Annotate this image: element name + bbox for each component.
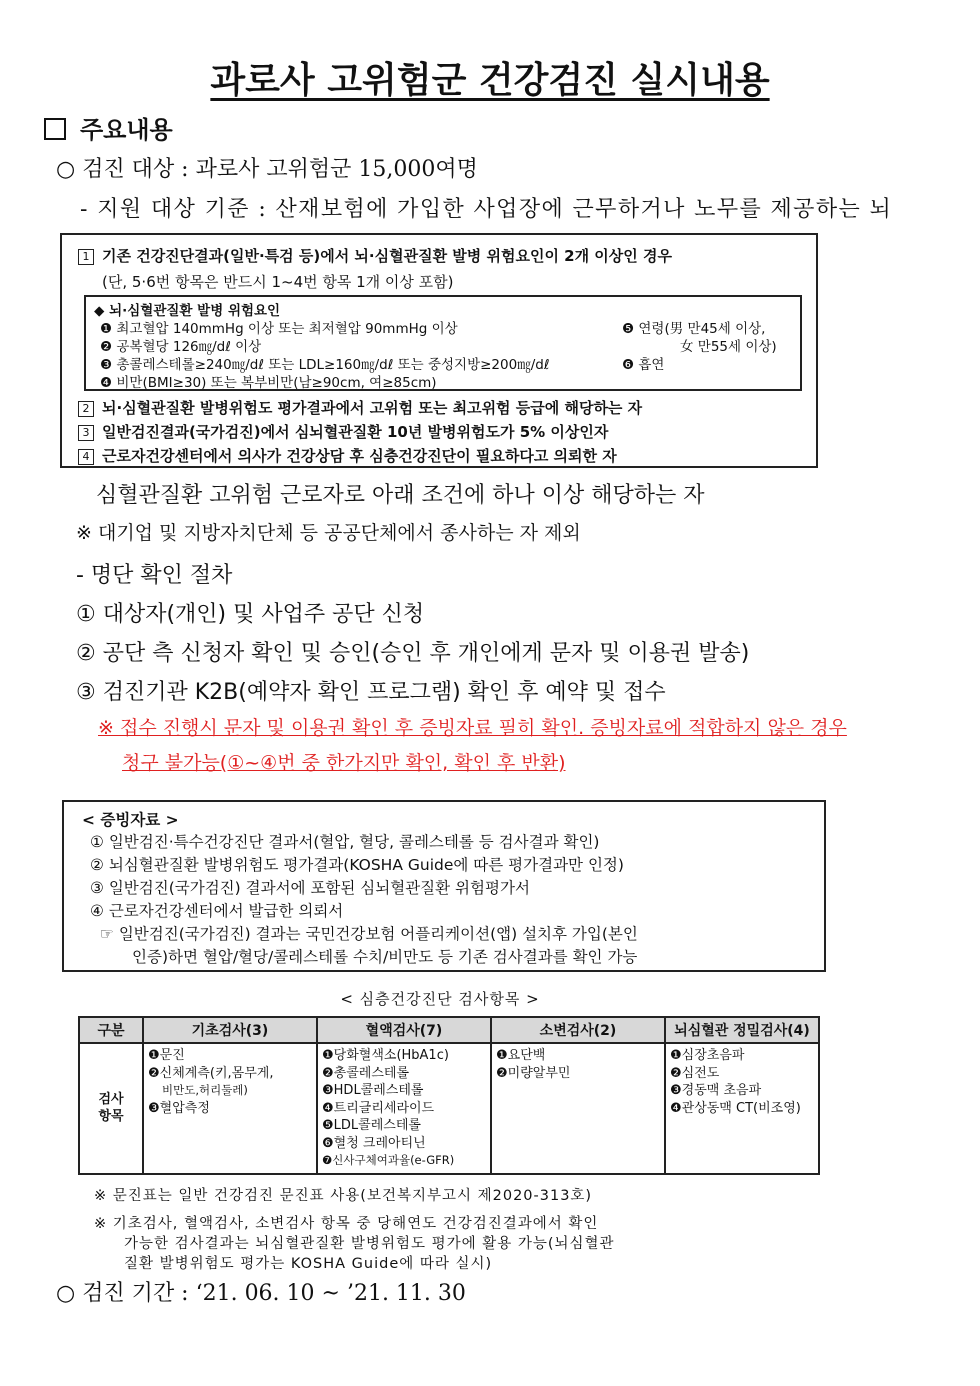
evidence-tip: 인증)하면 혈압/혈당/콜레스테롤 수치/비만도 등 기존 검사결과를 확인 가능 (132, 948, 638, 966)
procedure-step: ③ 검진기관 K2B(예약자 확인 프로그램) 확인 후 예약 및 접수 (76, 680, 666, 705)
table-note: ※ 문진표는 일반 건강검진 문진표 사용(보건복지부고시 제2020-313호) (94, 1188, 593, 1204)
basic-tests-cell (143, 1043, 317, 1174)
risk-header: ◆ 뇌·심혈관질환 발병 위험요인 (94, 303, 281, 319)
table-header: 소변검사(2) (491, 1017, 665, 1043)
criteria-box (60, 233, 818, 468)
test-item: ❶당화혈색소(HbA1c) (322, 1048, 449, 1063)
exam-period: ○ 검진 기간 : ‘21. 06. 10 ~ ’21. 11. 30 (56, 1281, 466, 1306)
warning-line-2: 청구 불가능(①~④번 중 한가지만 확인, 확인 후 반환) (122, 752, 566, 774)
checkbox-square-icon (44, 118, 66, 140)
table-header-row (79, 1017, 819, 1043)
table-header: 구분 (79, 1017, 143, 1043)
criteria-item-1-note: (단, 5·6번 항목은 반드시 1~4번 항목 1개 이상 포함) (102, 273, 454, 291)
page-title: 과로사 고위험군 건강검진 실시내용 (210, 60, 770, 101)
risk-item: ❻ 흡연 (622, 357, 665, 373)
test-item: ❺LDL콜레스테롤 (322, 1118, 421, 1133)
criteria-item-2: 2 뇌·심혈관질환 발병위험도 평가결과에서 고위험 또는 최고위험 등급에 해당하는 자 (78, 397, 642, 418)
evidence-header: < 증빙자료 > (82, 811, 179, 829)
test-item: ❹트리글리세라이드 (322, 1100, 435, 1116)
test-item: ❷심전도 (670, 1065, 720, 1081)
criteria-item-3: 3 일반검진결과(국가검진)에서 심뇌혈관질환 10년 발병위험도가 5% 이상인자 (78, 421, 608, 442)
exam-items-table (78, 1016, 820, 1175)
procedure-step: ② 공단 측 신청자 확인 및 승인(승인 후 개인에게 문자 및 이용권 발송) (76, 641, 750, 666)
evidence-item: ④ 근로자건강센터에서 발급한 의뢰서 (90, 902, 344, 920)
test-item: ❶요단백 (496, 1048, 546, 1063)
table-header: 혈액검사(7) (317, 1017, 491, 1043)
test-item: ❸경동맥 초음파 (670, 1083, 762, 1098)
test-item: 비만도,허리둘레) (162, 1083, 248, 1097)
criteria-continued: 심혈관질환 고위험 근로자로 아래 조건에 하나 이상 해당하는 자 (96, 483, 705, 508)
section-heading: 주요내용 (44, 110, 173, 145)
evidence-item: ① 일반검진·특수건강진단 결과서(혈압, 혈당, 콜레스테롤 등 검사결과 확인) (90, 833, 600, 851)
test-item: ❸HDL콜레스테롤 (322, 1083, 424, 1098)
risk-item: ❸ 총콜레스테롤≥240㎎/dℓ 또는 LDL≥160㎎/dℓ 또는 중성지방≥200㎎/dℓ (100, 357, 550, 373)
test-item: ❻혈청 크레아티닌 (322, 1135, 426, 1151)
test-item: ❶문진 (148, 1048, 185, 1063)
risk-item: ❷ 공복혈당 126㎎/dℓ 이상 (100, 339, 262, 355)
row-label: 검사 항목 (79, 1043, 143, 1174)
test-item: ❹관상동맥 CT(비조영) (670, 1100, 801, 1116)
evidence-item: ③ 일반검진(국가검진) 결과서에 포함된 심뇌혈관질환 위험평가서 (90, 879, 530, 897)
criteria-item-1: 1 기존 건강진단결과(일반·특검 등)에서 뇌·심혈관질환 발병 위험요인이 2개 이상인 경우 (78, 245, 672, 266)
criteria-item-4: 4 근로자건강센터에서 의사가 건강상담 후 심층건강진단이 필요하다고 의뢰한 자 (78, 445, 617, 466)
procedure-step: ① 대상자(개인) 및 사업주 공단 신청 (76, 602, 425, 627)
test-item: ❷신체계측(키,몸무게, (148, 1065, 274, 1081)
table-header: 기초검사(3) (143, 1017, 317, 1043)
risk-item: ❶ 최고혈압 140mmHg 이상 또는 최저혈압 90mmHg 이상 (100, 321, 458, 337)
urine-tests-cell (491, 1043, 665, 1174)
target-line: ○ 검진 대상 : 과로사 고위험군 15,000여명 (56, 157, 478, 182)
table-note: ※ 기초검사, 혈액검사, 소변검사 항목 중 당해연도 건강검진결과에서 확인 (94, 1216, 599, 1232)
blood-tests-cell (317, 1043, 491, 1174)
test-item: ❶심장초음파 (670, 1048, 745, 1063)
risk-factor-box (84, 295, 802, 391)
risk-item: ❹ 비만(BMI≥30) 또는 복부비만(남≥90cm, 여≥85cm) (100, 375, 437, 391)
exclusion-note: ※ 대기업 및 지방자치단체 등 공공단체에서 종사하는 자 제외 (76, 522, 581, 544)
risk-item: ❺ 연령(男 만45세 이상, (622, 321, 766, 337)
evidence-box (62, 800, 826, 972)
test-item: ❸혈압측정 (148, 1100, 210, 1116)
evidence-item: ② 뇌심혈관질환 발병위험도 평가결과(KOSHA Guide에 따른 평가결과만 인정) (90, 856, 624, 874)
risk-item: 女 만55세 이상) (680, 339, 777, 355)
table-row (79, 1043, 819, 1174)
test-item: ❷총콜레스테롤 (322, 1065, 410, 1081)
evidence-tip: ☞ 일반검진(국가검진) 결과는 국민건강보험 어플리케이션(앱) 설치후 가입(본인 (100, 925, 638, 943)
test-item: ❷미량알부민 (496, 1065, 571, 1081)
table-header: 뇌심혈관 정밀검사(4) (665, 1017, 819, 1043)
table-note: 질환 발병위험도 평가는 KOSHA Guide에 따라 실시) (124, 1256, 493, 1272)
test-item: ❼신사구체여과율(e-GFR) (322, 1153, 455, 1167)
table-title: < 심층건강진단 검사항목 > (340, 990, 540, 1008)
cardio-tests-cell (665, 1043, 819, 1174)
warning-line-1: ※ 접수 진행시 문자 및 이용권 확인 후 증빙자료 필히 확인. 증빙자료에 적합하지 않은 경우 (98, 717, 847, 739)
procedure-header: - 명단 확인 절차 (76, 563, 233, 588)
table-note: 가능한 검사결과는 뇌심혈관질환 발병위험도 평가에 활용 가능(뇌심혈관 (124, 1236, 615, 1252)
criteria-line: - 지원 대상 기준 : 산재보험에 가입한 사업장에 근무하거나 노무를 제공하는 뇌 (80, 197, 893, 222)
